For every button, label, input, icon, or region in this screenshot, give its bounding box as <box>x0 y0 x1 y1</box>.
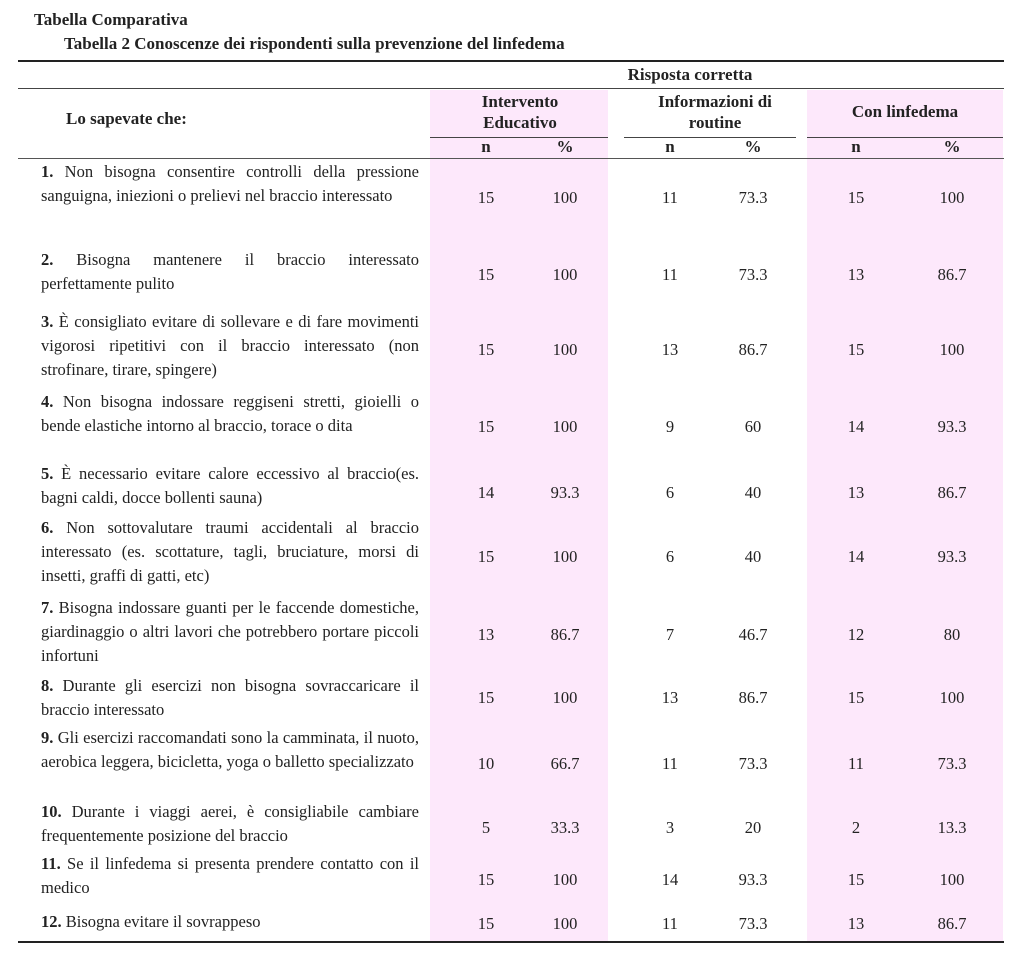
cell-n: 11 <box>662 914 678 933</box>
question-body: Non bisogna indossare reggiseni stretti, gioielli o bende elastiche intorno al braccio, torace o dita <box>41 392 419 435</box>
subheader-percent: % <box>744 137 762 156</box>
question-body: Bisogna evitare il sovrappeso <box>61 912 261 931</box>
cell-n: 6 <box>665 547 675 566</box>
question-number: 8. <box>41 676 54 695</box>
question-body: Gli esercizi raccomandati sono la camminata, il nuoto, aerobica leggera, bicicletta, yoga o balletto specializzato <box>41 728 419 771</box>
cell-n: 2 <box>851 818 861 837</box>
cell-n: 13 <box>477 625 495 644</box>
cell-percent: 40 <box>744 483 762 502</box>
cell-n: 3 <box>665 818 675 837</box>
group-header-rule <box>18 88 1004 89</box>
cell-n: 10 <box>477 754 495 773</box>
question-number: 9. <box>41 728 54 747</box>
question-body: È consigliato evitare di sollevare e di fare movimenti vigorosi ripetitivi con il braccio interessato (non strofinare, tirare, spingere) <box>41 312 419 379</box>
cell-n: 13 <box>847 914 865 933</box>
cell-n: 7 <box>665 625 675 644</box>
cell-n: 14 <box>477 483 495 502</box>
cell-n: 6 <box>665 483 675 502</box>
cell-n: 15 <box>477 265 495 284</box>
question-text <box>41 910 419 934</box>
cell-n: 11 <box>848 754 864 773</box>
question-number: 7. <box>41 598 54 617</box>
table-bottom-rule <box>18 941 1004 943</box>
cell-n: 13 <box>847 265 865 284</box>
cell-percent: 86.7 <box>738 340 768 359</box>
cell-percent: 46.7 <box>738 625 768 644</box>
question-number: 10. <box>41 802 62 821</box>
cell-percent: 40 <box>744 547 762 566</box>
cell-percent: 73.3 <box>937 754 967 773</box>
cell-n: 13 <box>847 483 865 502</box>
question-text <box>41 726 419 774</box>
cell-n: 15 <box>477 688 495 707</box>
cell-percent: 20 <box>744 818 762 837</box>
cell-percent: 100 <box>552 688 578 707</box>
question-text <box>41 390 419 438</box>
cell-n: 13 <box>661 340 679 359</box>
question-number: 5. <box>41 464 54 483</box>
subheader-percent: % <box>943 137 961 156</box>
document-title: Tabella Comparativa <box>34 10 188 29</box>
cell-percent: 86.7 <box>937 914 967 933</box>
question-text <box>41 674 419 722</box>
cell-percent: 100 <box>552 340 578 359</box>
table-caption: Tabella 2 Conoscenze dei rispondenti sulla prevenzione del linfedema <box>64 34 565 53</box>
question-body: Non bisogna consentire controlli della pressione sanguigna, iniezioni o prelievi nel braccio interessato <box>41 162 419 205</box>
question-text <box>41 800 419 848</box>
question-number: 3. <box>41 312 54 331</box>
question-text <box>41 310 419 382</box>
cell-percent: 100 <box>552 870 578 889</box>
cell-percent: 66.7 <box>550 754 580 773</box>
cell-percent: 100 <box>552 265 578 284</box>
cell-n: 14 <box>661 870 679 889</box>
cell-n: 15 <box>477 547 495 566</box>
subheader-n: n <box>481 137 491 156</box>
table-top-rule <box>18 60 1004 62</box>
question-body: Durante i viaggi aerei, è consigliabile cambiare frequentemente posizione del braccio <box>41 802 419 845</box>
question-text <box>41 462 419 510</box>
shaded-column-intervento <box>430 90 608 942</box>
cell-n: 5 <box>481 818 491 837</box>
cell-n: 15 <box>847 870 865 889</box>
cell-n: 14 <box>847 417 865 436</box>
question-text <box>41 516 419 588</box>
cell-percent: 93.3 <box>738 870 768 889</box>
cell-n: 15 <box>847 340 865 359</box>
cell-n: 15 <box>847 688 865 707</box>
cell-percent: 80 <box>943 625 961 644</box>
cell-percent: 100 <box>939 870 965 889</box>
question-number: 2. <box>41 250 54 269</box>
question-text <box>41 596 419 668</box>
cell-percent: 100 <box>939 340 965 359</box>
question-text <box>41 160 419 208</box>
question-body: Bisogna indossare guanti per le faccende domestiche, giardinaggio o altri lavori che potrebbero portare piccoli infortuni <box>41 598 419 665</box>
shaded-column-linfedema <box>807 90 1003 942</box>
cell-percent: 100 <box>552 417 578 436</box>
cell-percent: 100 <box>552 914 578 933</box>
cell-percent: 100 <box>552 547 578 566</box>
cell-percent: 100 <box>939 688 965 707</box>
question-text <box>41 852 419 900</box>
column-header-intervento: Intervento Educativo <box>481 92 559 132</box>
cell-percent: 93.3 <box>937 547 967 566</box>
question-number: 11. <box>41 854 61 873</box>
cell-percent: 13.3 <box>937 818 967 837</box>
cell-percent: 86.7 <box>937 483 967 502</box>
cell-percent: 100 <box>939 188 965 207</box>
question-body: Se il linfedema si presenta prendere contatto con il medico <box>41 854 419 897</box>
row-label-header: Lo sapevate che: <box>66 109 187 128</box>
question-text <box>41 248 419 296</box>
cell-percent: 86.7 <box>738 688 768 707</box>
cell-n: 11 <box>662 265 678 284</box>
cell-n: 15 <box>847 188 865 207</box>
cell-n: 11 <box>662 188 678 207</box>
question-number: 6. <box>41 518 54 537</box>
question-number: 1. <box>41 162 54 181</box>
cell-percent: 33.3 <box>550 818 580 837</box>
cell-n: 13 <box>661 688 679 707</box>
cell-n: 15 <box>477 340 495 359</box>
column-header-linfedema: Con linfedema <box>851 102 959 121</box>
cell-percent: 60 <box>744 417 762 436</box>
cell-n: 14 <box>847 547 865 566</box>
cell-n: 15 <box>477 914 495 933</box>
question-body: Bisogna mantenere il braccio interessato perfettamente pulito <box>41 250 419 293</box>
cell-percent: 93.3 <box>550 483 580 502</box>
cell-percent: 93.3 <box>937 417 967 436</box>
question-body: Durante gli esercizi non bisogna sovraccaricare il braccio interessato <box>41 676 419 719</box>
question-number: 12. <box>41 912 62 931</box>
cell-percent: 73.3 <box>738 914 768 933</box>
column-header-routine: Informazioni di routine <box>658 92 772 132</box>
cell-n: 15 <box>477 417 495 436</box>
cell-percent: 73.3 <box>738 265 768 284</box>
cell-percent: 100 <box>552 188 578 207</box>
question-number: 4. <box>41 392 54 411</box>
subheader-n: n <box>665 137 675 156</box>
cell-n: 15 <box>477 188 495 207</box>
group-header: Risposta corretta <box>627 65 753 84</box>
cell-n: 15 <box>477 870 495 889</box>
cell-percent: 73.3 <box>738 188 768 207</box>
subheader-n: n <box>851 137 861 156</box>
cell-n: 11 <box>662 754 678 773</box>
question-body: È necessario evitare calore eccessivo al braccio(es. bagni caldi, docce bollenti sauna) <box>41 464 419 507</box>
question-body: Non sottovalutare traumi accidentali al braccio interessato (es. scottature, tagli, bruciature, morsi di insetti, graffi di gatti, etc) <box>41 518 419 585</box>
cell-n: 9 <box>665 417 675 436</box>
cell-percent: 73.3 <box>738 754 768 773</box>
cell-percent: 86.7 <box>937 265 967 284</box>
cell-n: 12 <box>847 625 865 644</box>
cell-percent: 86.7 <box>550 625 580 644</box>
subheader-percent: % <box>556 137 574 156</box>
header-bottom-rule <box>18 158 1004 159</box>
